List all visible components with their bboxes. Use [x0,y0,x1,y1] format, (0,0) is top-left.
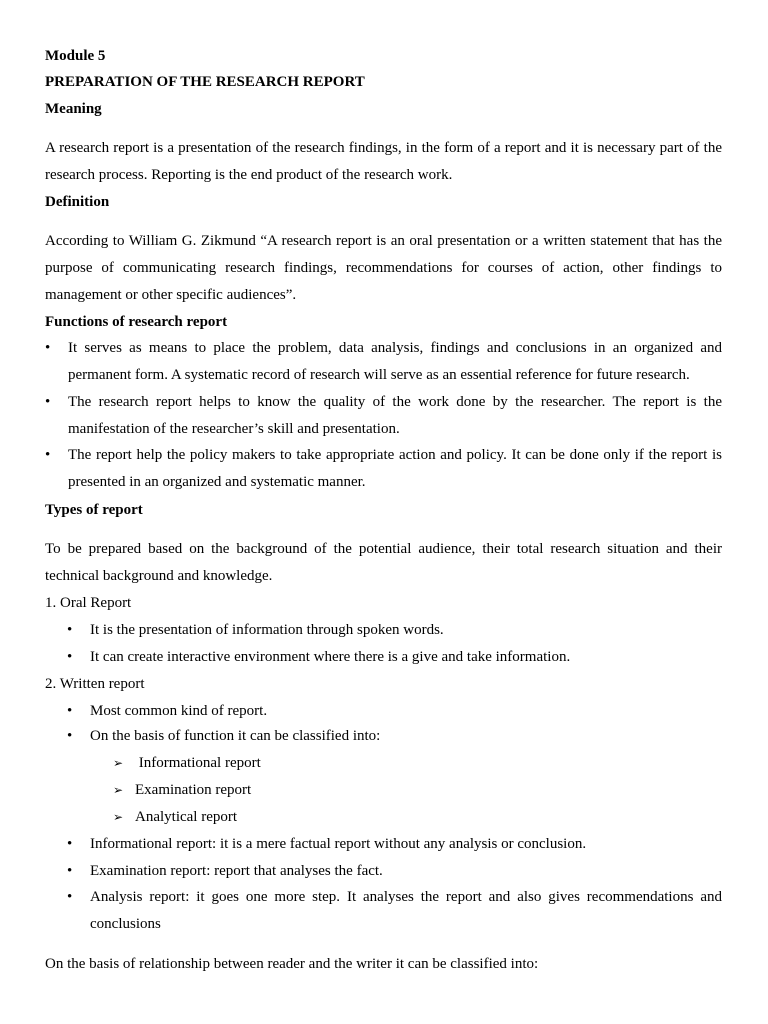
function-item-2: The research report helps to know the quality of the work done by the researcher. The report is the manifestation of the researcher’s skill and presentation. [68,394,722,437]
list-item [113,753,261,773]
written-detail-1: Informational report: it is a mere factual report without any analysis or conclusion. [90,836,587,852]
bullet-marker: • [67,703,73,719]
list-item [67,858,722,885]
function-item-3: The report help the policy makers to take appropriate action and policy. It can be done only if the report is presented in an organized and systematic manner. [68,447,722,490]
list-item [45,442,722,496]
module-number: Module 5 [45,48,106,64]
oral-item-1: It is the presentation of information through spoken words. [90,622,444,638]
subtype-informational: Informational report [135,755,261,771]
bullet-marker: • [67,889,73,905]
list-item [113,780,251,800]
subtype-examination: Examination report [135,782,252,798]
written-detail-3: Analysis report: it goes one more step. It analyses the report and also gives recommendations and conclusions [90,889,722,932]
list-item [45,389,722,443]
list-item [67,617,722,644]
written-item-2: On the basis of function it can be classified into: [90,728,381,744]
types-heading: Types of report [45,502,143,518]
bullet-marker: • [67,836,73,852]
bullet-marker: • [67,649,73,665]
page-title: PREPARATION OF THE RESEARCH REPORT [45,74,365,90]
relationship-paragraph: On the basis of relationship between reader and the writer it can be classified into: [45,956,539,972]
bullet-marker: • [67,622,73,638]
bullet-marker: • [67,863,73,879]
written-detail-2: Examination report: report that analyses the fact. [90,863,383,879]
bullet-marker: • [45,447,51,463]
bullet-marker: • [45,340,51,356]
list-item [67,831,722,858]
bullet-marker: • [45,394,51,410]
definition-heading: Definition [45,194,110,210]
list-item [67,884,722,938]
oral-item-2: It can create interactive environment where there is a give and take information. [90,649,571,665]
arrow-bullet-icon: ➢ [113,783,124,797]
arrow-bullet-icon: ➢ [113,756,124,770]
meaning-heading: Meaning [45,101,102,117]
functions-heading: Functions of research report [45,314,228,330]
list-item [67,723,722,750]
written-item-1: Most common kind of report. [90,703,268,719]
list-item [67,644,722,671]
list-item [67,698,722,725]
list-item [113,807,237,827]
subtype-analytical: Analytical report [135,809,238,825]
meaning-paragraph: A research report is a presentation of the research findings, in the form of a report and it is necessary part of the research process. Reporting is the end product of the research work. [45,140,722,183]
definition-paragraph: According to William G. Zikmund “A research report is an oral presentation or a written statement that has the purpose of communicating research findings, recommendations for courses of action, other findings to management or other specific audiences”. [45,233,722,303]
bullet-marker: • [67,728,73,744]
list-item [45,335,722,389]
function-item-1: It serves as means to place the problem, data analysis, findings and conclusions in an organized and permanent form. A systematic record of research will serve as an essential reference for future research. [68,340,722,383]
types-intro-paragraph: To be prepared based on the background of the potential audience, their total research situation and their technical background and knowledge. [45,541,722,584]
oral-report-label: 1. Oral Report [45,595,132,611]
written-report-label: 2. Written report [45,676,145,692]
arrow-bullet-icon: ➢ [113,810,124,824]
